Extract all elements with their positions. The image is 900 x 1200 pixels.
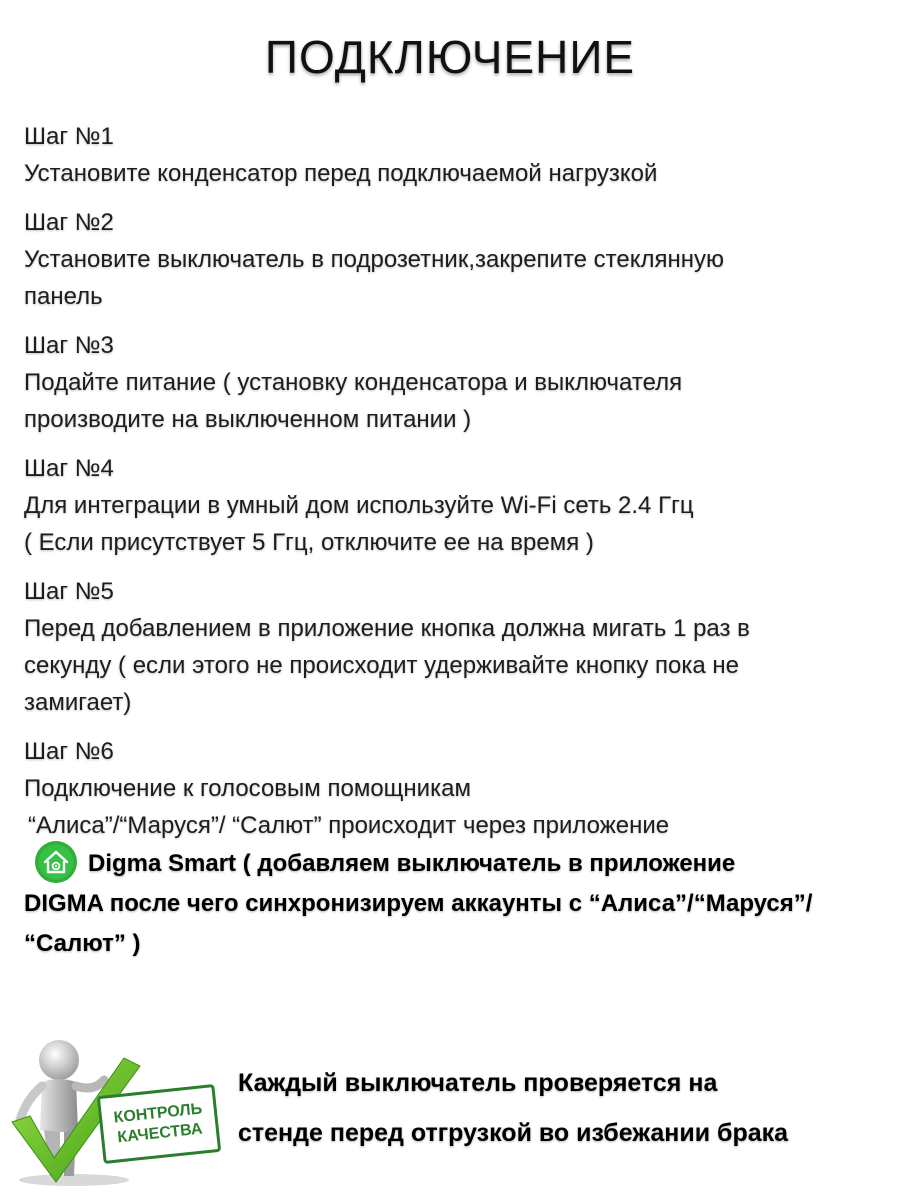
step-text: “Алиса”/“Маруся”/ “Салют” происходит через приложение	[28, 812, 670, 839]
step-text: Установите выключатель в подрозетник,закрепите стеклянную панель	[24, 246, 725, 310]
step-text: Подайте питание ( установку конденсатора и выключателя производите на выключенном питании )	[24, 369, 683, 433]
app-instructions	[24, 844, 874, 964]
quality-control-illustration	[4, 1030, 224, 1190]
step-text: Для интеграции в умный дом используйте Wi-Fi сеть 2.4 Ггц ( Если присутствует 5 Ггц, отключите ее на время )	[24, 492, 694, 556]
app-instruction-line: “Салют” )	[24, 930, 141, 957]
step-label: Шаг №3	[24, 332, 114, 359]
app-instruction-text: Digma Smart ( добавляем выключатель в приложение	[88, 850, 736, 877]
step-4	[24, 450, 874, 561]
page-title: ПОДКЛЮЧЕНИЕ	[264, 31, 636, 83]
app-instruction-line: DIGMA после чего синхронизируем аккаунты с “Алиса”/“Маруся”/	[24, 890, 813, 917]
step-3	[24, 327, 874, 438]
quality-note	[238, 1058, 888, 1158]
step-text: Перед добавлением в приложение кнопка должна мигать 1 раз в секунду ( если этого не происходит удерживайте кнопку пока не замигает)	[24, 615, 750, 716]
quality-stamp	[97, 1084, 221, 1164]
step-label: Шаг №5	[24, 578, 114, 605]
step-text: Подключение к голосовым помощникам	[24, 775, 471, 802]
stamp-line: КАЧЕСТВА	[116, 1120, 204, 1147]
steps-list	[24, 118, 874, 976]
stamp-line: КОНТРОЛЬ	[112, 1100, 203, 1127]
step-1	[24, 118, 874, 192]
step-label: Шаг №6	[24, 738, 114, 765]
step-label: Шаг №1	[24, 123, 114, 150]
step-text: Установите конденсатор перед подключаемой нагрузкой	[24, 160, 658, 187]
step-2	[24, 204, 874, 315]
app-instruction-line	[24, 844, 874, 884]
step-5	[24, 573, 874, 721]
step-6	[24, 733, 874, 964]
digma-smart-home-icon	[34, 840, 78, 884]
quality-note-line: стенде перед отгрузкой во избежании брака	[238, 1119, 789, 1147]
step-label: Шаг №4	[24, 455, 114, 482]
step-label: Шаг №2	[24, 209, 114, 236]
quality-note-line: Каждый выключатель проверяется на	[238, 1069, 718, 1097]
